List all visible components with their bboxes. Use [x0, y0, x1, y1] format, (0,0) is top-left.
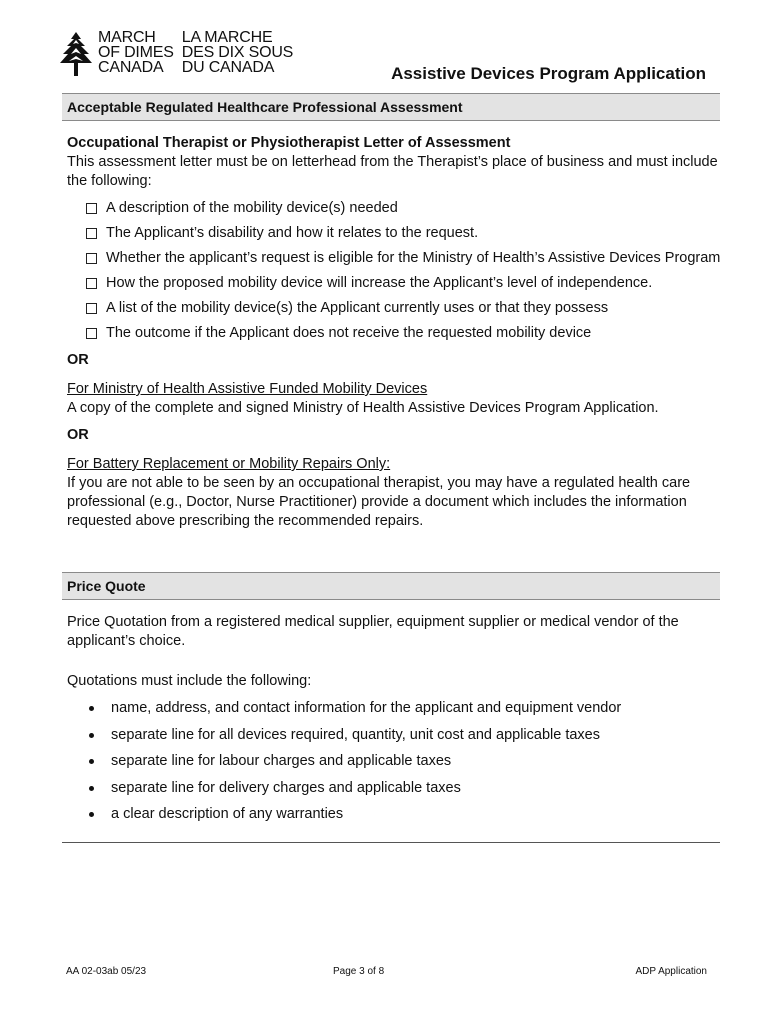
or-separator: OR [67, 352, 89, 368]
bullet-icon [89, 786, 94, 791]
battery-heading: For Battery Replacement or Mobility Repairs Only: [67, 456, 391, 472]
battery-text: If you are not able to be seen by an occupational therapist, you may have a regulated health care professional (e.g., Doctor, Nurse Practitioner) provide a document which includes the information requested above prescribing the recommended repairs. [67, 475, 691, 529]
price-quote-intro: Price Quotation from a registered medical supplier, equipment supplier or medical vendor of the applicant’s choice. [67, 614, 679, 649]
checkbox[interactable] [86, 253, 97, 264]
section-heading-price-quote: Price Quote [62, 572, 720, 600]
checklist-item: A list of the mobility device(s) the Applicant currently uses or that they possess [67, 299, 723, 318]
ministry-heading: For Ministry of Health Assistive Funded Mobility Devices [67, 381, 428, 397]
list-item: separate line for delivery charges and applicable taxes [67, 779, 723, 798]
assessment-section-body [67, 134, 723, 531]
form-code: AA 02-03ab 05/23 [66, 966, 147, 977]
checkbox[interactable] [86, 278, 97, 289]
section-heading-assessment: Acceptable Regulated Healthcare Professional Assessment [62, 93, 720, 121]
bullet-icon [89, 733, 94, 738]
price-quote-section-body [67, 613, 723, 832]
checkbox[interactable] [86, 303, 97, 314]
or-separator: OR [67, 427, 89, 443]
bullet-icon [89, 706, 94, 711]
checklist-item: A description of the mobility device(s) needed [67, 199, 723, 218]
checklist-item: Whether the applicant’s request is eligible for the Ministry of Health’s Assistive Devices Program [67, 249, 723, 268]
checkbox[interactable] [86, 228, 97, 239]
page-number: Page 3 of 8 [333, 966, 385, 977]
checkbox[interactable] [86, 328, 97, 339]
logo-text-french: LA MARCHE DES DIX SOUS DU CANADA [181, 29, 294, 76]
bullet-icon [89, 759, 94, 764]
assessment-intro: This assessment letter must be on letterhead from the Therapist’s place of business and must include the following: [67, 154, 718, 189]
list-item: separate line for all devices required, quantity, unit cost and applicable taxes [67, 726, 723, 745]
quotation-requirements-list [67, 699, 723, 824]
checkbox[interactable] [86, 203, 97, 214]
list-item: a clear description of any warranties [67, 805, 723, 824]
footer-document-name: ADP Application [635, 966, 707, 977]
section-divider [62, 842, 720, 843]
list-item: separate line for labour charges and applicable taxes [67, 752, 723, 771]
march-of-dimes-logo [58, 30, 293, 80]
checklist-item: The outcome if the Applicant does not receive the requested mobility device [67, 324, 723, 343]
assessment-subheading: Occupational Therapist or Physiotherapist Letter of Assessment [67, 135, 511, 151]
assessment-checklist [67, 199, 723, 343]
document-title: Assistive Devices Program Application [391, 64, 706, 83]
checklist-item: The Applicant’s disability and how it relates to the request. [67, 224, 723, 243]
ministry-text: A copy of the complete and signed Ministry of Health Assistive Devices Program Application. [67, 400, 659, 416]
list-item: name, address, and contact information for the applicant and equipment vendor [67, 699, 723, 718]
quotations-intro: Quotations must include the following: [67, 673, 312, 689]
maple-leaf-tree-icon [58, 30, 94, 80]
checklist-item: How the proposed mobility device will increase the Applicant’s level of independence. [67, 274, 723, 293]
bullet-icon [89, 812, 94, 817]
logo-text-english: MARCH OF DIMES CANADA [98, 29, 174, 76]
